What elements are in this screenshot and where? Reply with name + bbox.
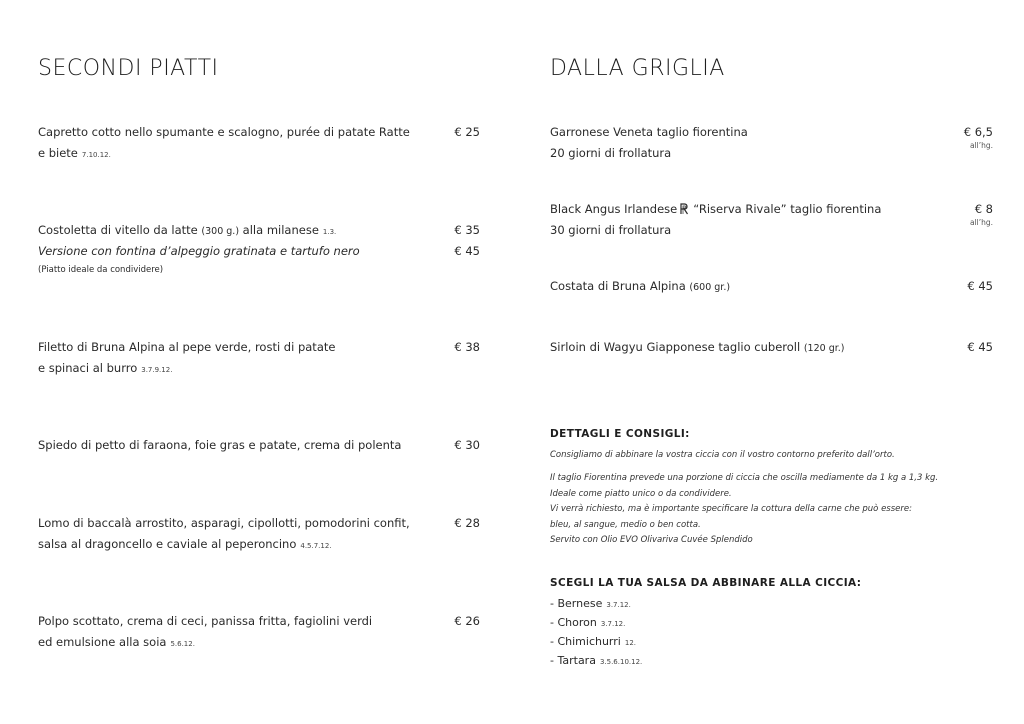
aging-info: 30 giorni di frollatura xyxy=(550,223,672,237)
sauce-item xyxy=(550,597,631,610)
sauce-item xyxy=(550,635,636,648)
cut-name: Black Angus Irlandese xyxy=(550,202,678,216)
sauce-name: - Bernese xyxy=(550,597,603,610)
sauce-item xyxy=(550,616,625,629)
riserva-rivale-logo-icon xyxy=(680,203,690,215)
dish-price: € 38 xyxy=(454,340,480,354)
allergen-codes: 3.7.12. xyxy=(600,620,626,628)
dish-variant-price: € 45 xyxy=(454,244,480,258)
dish-description: ed emulsione alla soia xyxy=(38,635,167,649)
menu-item xyxy=(38,513,480,555)
details-paragraph: Consigliamo di abbinare la vostra ciccia con il vostro contorno preferito dall’orto. xyxy=(550,450,895,460)
dish-name-cont: alla milanese xyxy=(239,223,319,237)
dish-description: salsa al dragoncello e caviale al peperoncino xyxy=(38,537,297,551)
cut-price: € 45 xyxy=(967,279,993,293)
grill-item xyxy=(550,276,993,297)
menu-item xyxy=(38,611,480,653)
cut-price: € 45 xyxy=(967,340,993,354)
details-heading: DETTAGLI E CONSIGLI: xyxy=(550,428,690,440)
cut-quantity: (120 gr.) xyxy=(803,343,845,354)
dish-variant: Versione con fontina d’alpeggio gratinata e tartufo nero xyxy=(38,244,360,258)
menu-item xyxy=(38,122,480,164)
details-line: Servito con Olio EVO Olivariva Cuvée Splendido xyxy=(550,535,753,545)
menu-item xyxy=(38,337,480,379)
cut-name: Sirloin di Wagyu Giapponese taglio cuberoll xyxy=(550,340,804,354)
allergen-codes: 3.5.6.10.12. xyxy=(599,658,643,666)
details-line: bleu, al sangue, medio o ben cotta. xyxy=(550,519,701,530)
section-title-dalla-griglia: DALLA GRIGLIA xyxy=(550,56,725,81)
details-line: Il taglio Fiorentina prevede una porzione di ciccia che oscilla mediamente da 1 kg a 1,3 kg. xyxy=(550,473,939,483)
dish-name: Filetto di Bruna Alpina al pepe verde, rosti di patate xyxy=(38,340,336,354)
dish-name: Lomo di baccalà arrostito, asparagi, cipollotti, pomodorini confit, xyxy=(38,516,410,530)
allergen-codes: 7.10.12. xyxy=(81,151,111,159)
allergen-codes: 4.5.7.12. xyxy=(300,542,332,550)
dish-name: Capretto cotto nello spumante e scalogno, purée di patate Ratte xyxy=(38,125,410,139)
sauce-name: - Tartara xyxy=(550,654,596,667)
dish-name: Polpo scottato, crema di ceci, panissa fritta, fagiolini verdi xyxy=(38,614,373,628)
dish-description: e biete xyxy=(38,146,78,160)
cut-quantity: (600 gr.) xyxy=(689,282,731,293)
cut-price: € 6,5 xyxy=(963,125,993,139)
sauces-heading: SCEGLI LA TUA SALSA DA ABBINARE ALLA CICCIA: xyxy=(550,577,862,589)
menu-item xyxy=(38,220,480,278)
dish-quantity: (300 g.) xyxy=(201,226,240,237)
allergen-codes: 1.3. xyxy=(322,228,337,236)
details-line: Ideale come piatto unico o da condividere. xyxy=(550,488,732,499)
allergen-codes: 12. xyxy=(624,639,636,647)
allergen-codes: 5.6.12. xyxy=(170,640,195,648)
sauce-item xyxy=(550,654,642,667)
dish-name: Spiedo di petto di faraona, foie gras e patate, crema di polenta xyxy=(38,438,402,452)
aging-info: 20 giorni di frollatura xyxy=(550,146,672,160)
grill-item xyxy=(550,337,993,358)
menu-item xyxy=(38,435,480,456)
cut-price: € 8 xyxy=(974,202,993,216)
sauce-name: - Choron xyxy=(550,616,597,629)
dish-price: € 30 xyxy=(454,438,480,452)
dish-price: € 35 xyxy=(454,223,480,237)
grill-item xyxy=(550,199,993,241)
allergen-codes: 3.7.12. xyxy=(606,601,631,609)
dish-price: € 26 xyxy=(454,614,480,628)
details-line: Vi verrà richiesto, ma è importante specificare la cottura della carne che può essere: xyxy=(550,504,912,514)
section-title-secondi-piatti: SECONDI PIATTI xyxy=(38,56,219,81)
allergen-codes: 3.7.9.12. xyxy=(141,366,173,374)
dish-name: Costoletta di vitello da latte xyxy=(38,223,202,237)
dish-description: e spinaci al burro xyxy=(38,361,138,375)
sauce-name: - Chimichurri xyxy=(550,635,621,648)
cut-name: Garronese Veneta taglio fiorentina xyxy=(550,125,748,139)
price-unit: all’hg. xyxy=(969,141,993,150)
dish-note: (Piatto ideale da condividere) xyxy=(38,265,164,275)
dish-price: € 25 xyxy=(454,125,480,139)
price-unit: all’hg. xyxy=(969,218,993,227)
grill-item xyxy=(550,122,993,164)
cut-name: Costata di Bruna Alpina xyxy=(550,279,690,293)
cut-name-cont: “Riserva Rivale” taglio fiorentina xyxy=(693,202,882,216)
dish-price: € 28 xyxy=(454,516,480,530)
